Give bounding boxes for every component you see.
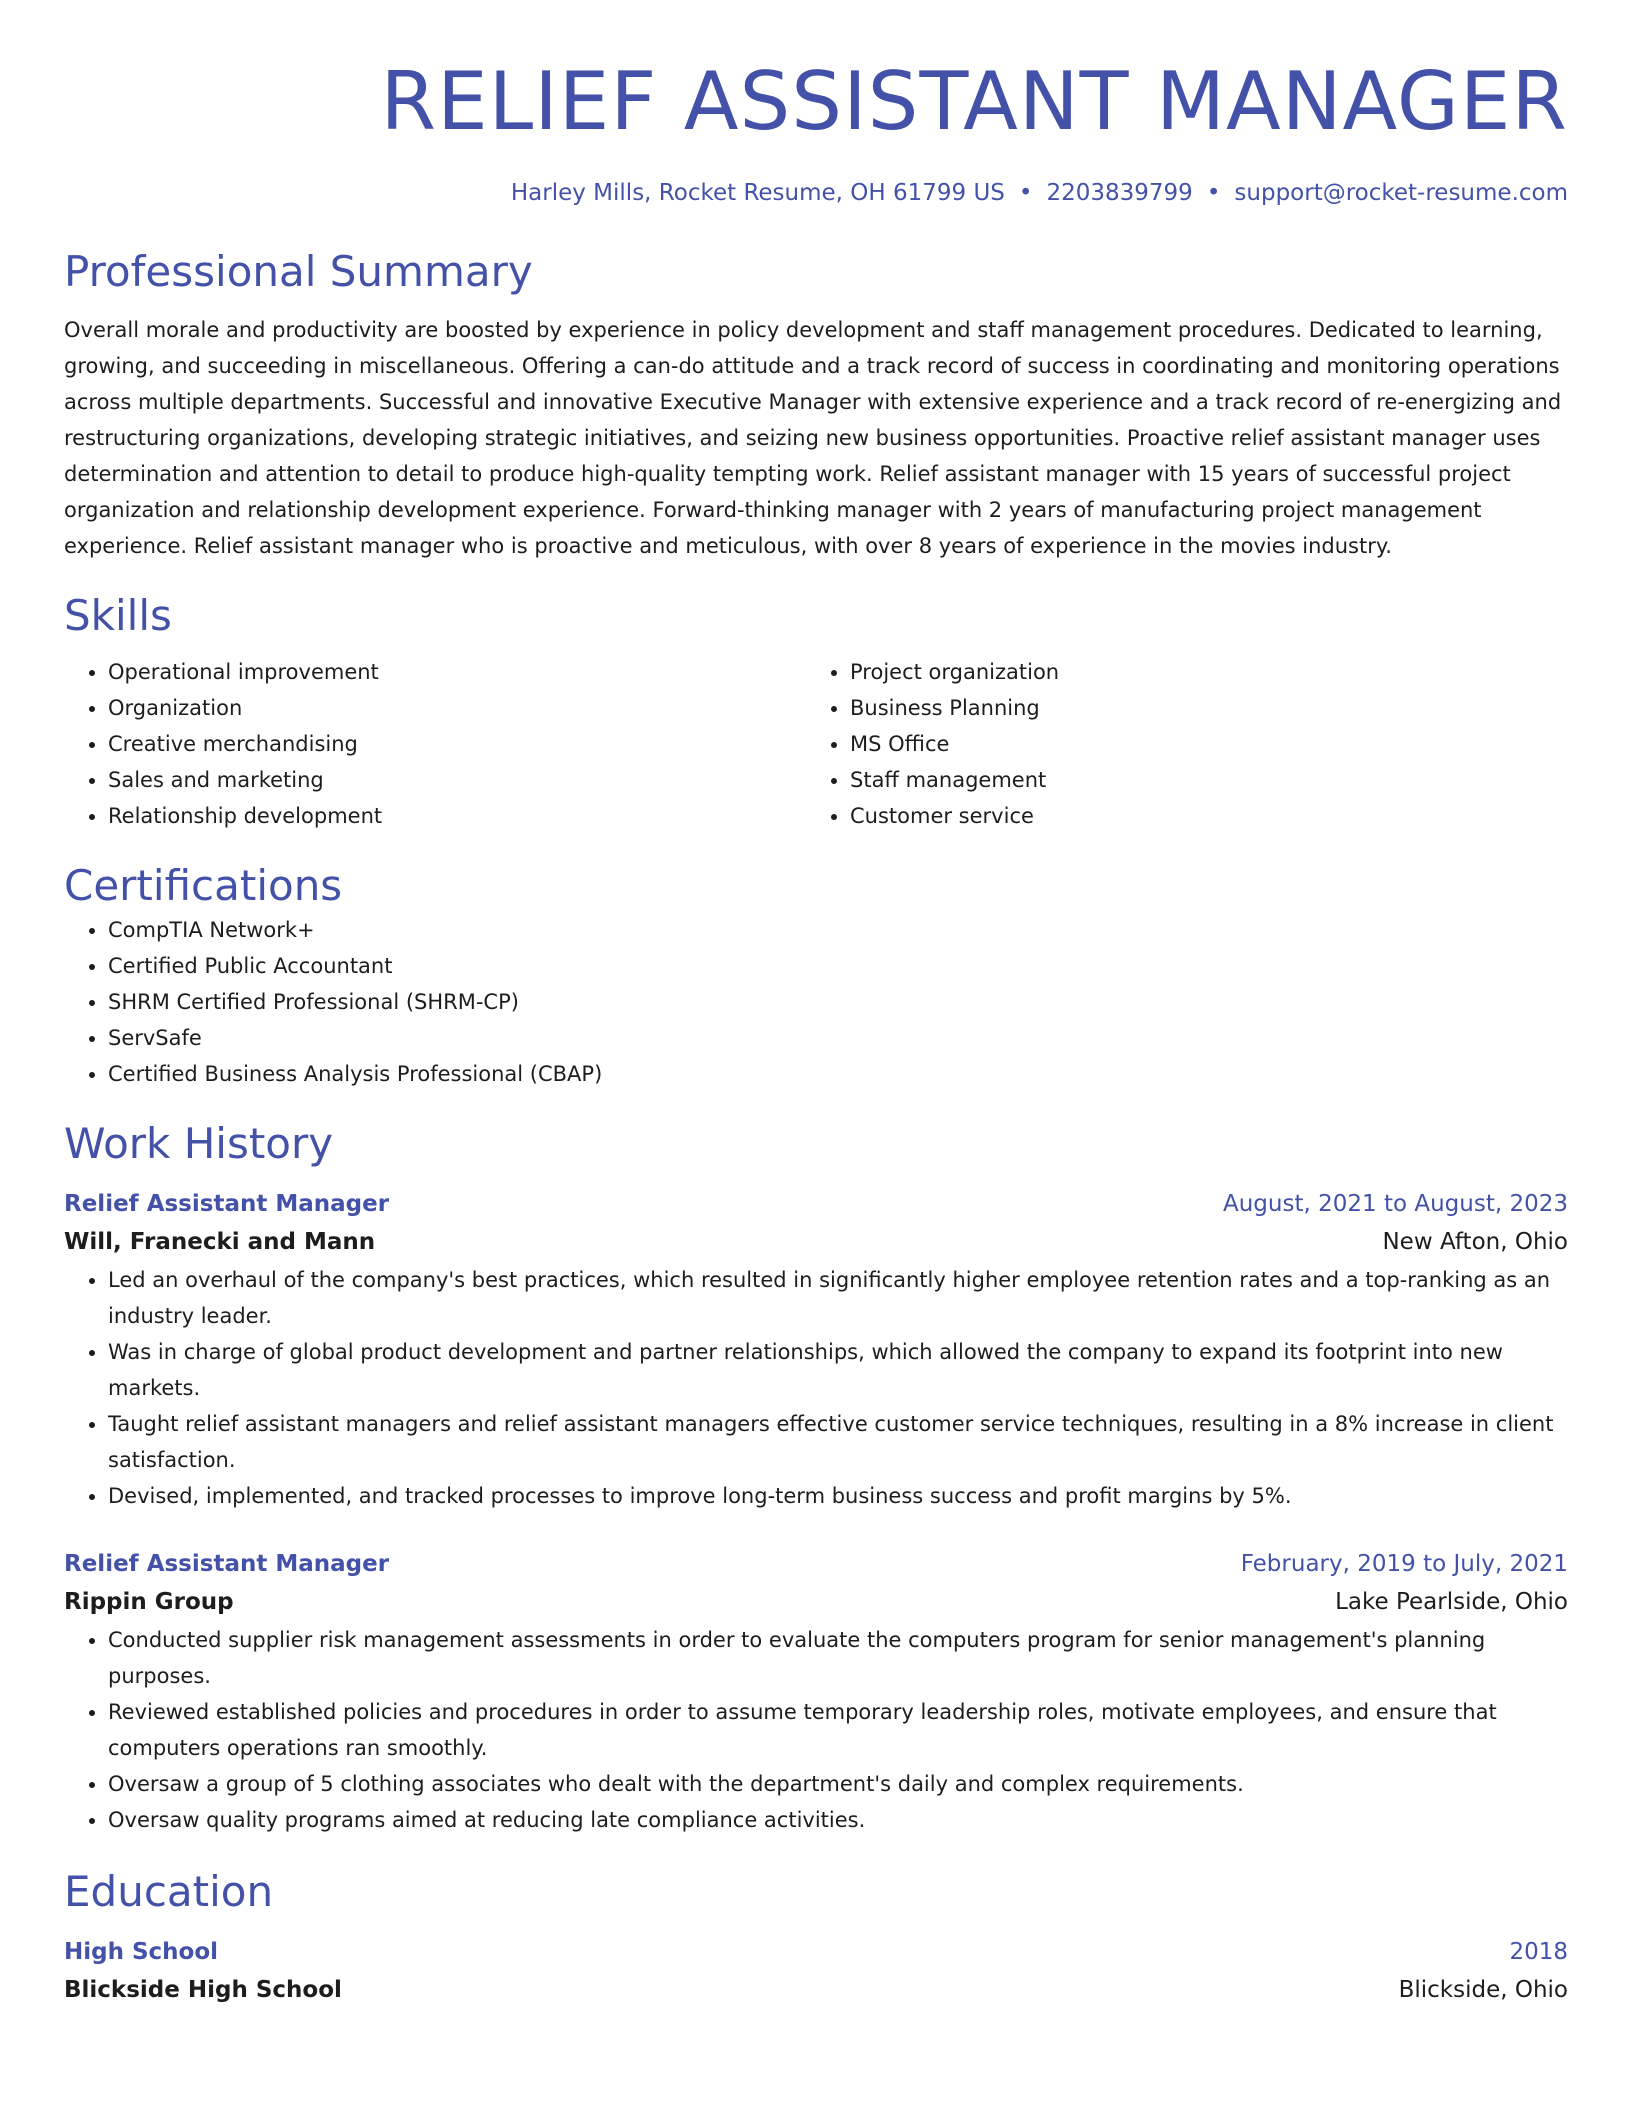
certifications-list xyxy=(64,912,1568,1092)
job-company: Rippin Group xyxy=(64,1589,234,1615)
job-company-row xyxy=(64,1582,1568,1622)
skill-item: • Organization xyxy=(108,690,806,726)
certification-item: • SHRM Certified Professional (SHRM-CP) xyxy=(108,984,1568,1020)
education-degree: High School xyxy=(64,1939,219,1965)
skill-item: • Staff management xyxy=(850,762,1548,798)
skill-item: • Sales and marketing xyxy=(108,762,806,798)
job-bullet: • Reviewed established policies and procedures in order to assume temporary leadership roles, motivate employees, and ensure that computers operations ran smoothly. xyxy=(108,1694,1568,1766)
job-bullet: • Oversaw a group of 5 clothing associates who dealt with the department's daily and complex requirements. xyxy=(108,1766,1568,1802)
education-heading: Education xyxy=(64,1867,274,1916)
skill-item: • Project organization xyxy=(850,654,1548,690)
contact-email: support@rocket-resume.com xyxy=(1234,180,1568,206)
job-entry xyxy=(64,1546,1568,1838)
skill-item: • Operational improvement xyxy=(108,654,806,690)
certification-item: • ServSafe xyxy=(108,1020,1568,1056)
job-location: New Afton, Ohio xyxy=(1382,1229,1568,1255)
job-company-row xyxy=(64,1222,1568,1262)
summary-heading: Professional Summary xyxy=(64,247,533,296)
job-dates: February, 2019 to July, 2021 xyxy=(1240,1551,1568,1577)
skill-item: • Business Planning xyxy=(850,690,1548,726)
job-header-row xyxy=(64,1546,1568,1582)
contact-address: Harley Mills, Rocket Resume, OH 61799 US xyxy=(510,180,1005,206)
resume-header xyxy=(64,0,1568,208)
skill-item: • MS Office xyxy=(850,726,1548,762)
job-bullets xyxy=(64,1262,1568,1514)
skills-heading: Skills xyxy=(64,591,172,640)
certification-item: • Certified Business Analysis Professional (CBAP) xyxy=(108,1056,1568,1092)
job-bullet: • Led an overhaul of the company's best practices, which resulted in significantly higher employee retention rates and a top-ranking as an industry leader. xyxy=(108,1262,1568,1334)
job-bullet: • Conducted supplier risk management assessments in order to evaluate the computers program for senior management's planning purposes. xyxy=(108,1622,1568,1694)
certifications-heading: Certifications xyxy=(64,861,343,910)
education-entry xyxy=(64,1934,1568,2010)
job-header-row xyxy=(64,1186,1568,1222)
education-location: Blickside, Ohio xyxy=(1398,1977,1568,2003)
work-history-heading: Work History xyxy=(64,1119,334,1168)
education-year: 2018 xyxy=(1509,1939,1568,1965)
job-bullet: • Was in charge of global product development and partner relationships, which allowed the company to expand its footprint into new markets. xyxy=(108,1334,1568,1406)
job-title-heading: RELIEF ASSISTANT MANAGER xyxy=(380,55,1568,148)
skills-column-right xyxy=(806,654,1548,834)
job-location: Lake Pearlside, Ohio xyxy=(1335,1589,1568,1615)
contact-line xyxy=(64,178,1568,208)
skill-item: • Relationship development xyxy=(108,798,806,834)
skills-grid xyxy=(64,654,1568,834)
job-company: Will, Franecki and Mann xyxy=(64,1229,376,1255)
summary-text: Overall morale and productivity are boosted by experience in policy development and staff management procedures. Dedicated to learning, growing, and succeeding in miscellaneous. Offering a can-do attitude and a track record of success in coordinating and monitoring operations across multiple departments. Successful and innovative Executive Manager with extensive experience and a track record of re-energizing and restructuring organizations, developing strategic initiatives, and seizing new business opportunities. Proactive relief assistant manager uses determination and attention to detail to produce high-quality tempting work. Relief assistant manager with 15 years of successful project organization and relationship development experience. Forward-thinking manager with 2 years of manufacturing project management experience. Relief assistant manager who is proactive and meticulous, with over 8 years of experience in the movies industry. xyxy=(64,318,1562,558)
job-bullet: • Oversaw quality programs aimed at reducing late compliance activities. xyxy=(108,1802,1568,1838)
job-role: Relief Assistant Manager xyxy=(64,1191,390,1217)
job-bullets xyxy=(64,1622,1568,1838)
job-bullet: • Devised, implemented, and tracked processes to improve long-term business success and profit margins by 5%. xyxy=(108,1478,1568,1514)
skills-list-left xyxy=(64,654,806,834)
contact-phone: 2203839799 xyxy=(1046,180,1193,206)
skills-column-left xyxy=(64,654,806,834)
contact-separator: • xyxy=(1018,180,1033,206)
job-role: Relief Assistant Manager xyxy=(64,1551,390,1577)
skills-list-right xyxy=(806,654,1548,834)
education-school: Blickside High School xyxy=(64,1977,342,2003)
skill-item: • Customer service xyxy=(850,798,1548,834)
education-school-row xyxy=(64,1970,1568,2010)
job-bullet: • Taught relief assistant managers and relief assistant managers effective customer service techniques, resulting in a 8% increase in client satisfaction. xyxy=(108,1406,1568,1478)
job-entry xyxy=(64,1186,1568,1514)
job-dates: August, 2021 to August, 2023 xyxy=(1223,1191,1568,1217)
certification-item: • Certified Public Accountant xyxy=(108,948,1568,984)
contact-separator: • xyxy=(1206,180,1221,206)
certification-item: • CompTIA Network+ xyxy=(108,912,1568,948)
skill-item: • Creative merchandising xyxy=(108,726,806,762)
education-header-row xyxy=(64,1934,1568,1970)
